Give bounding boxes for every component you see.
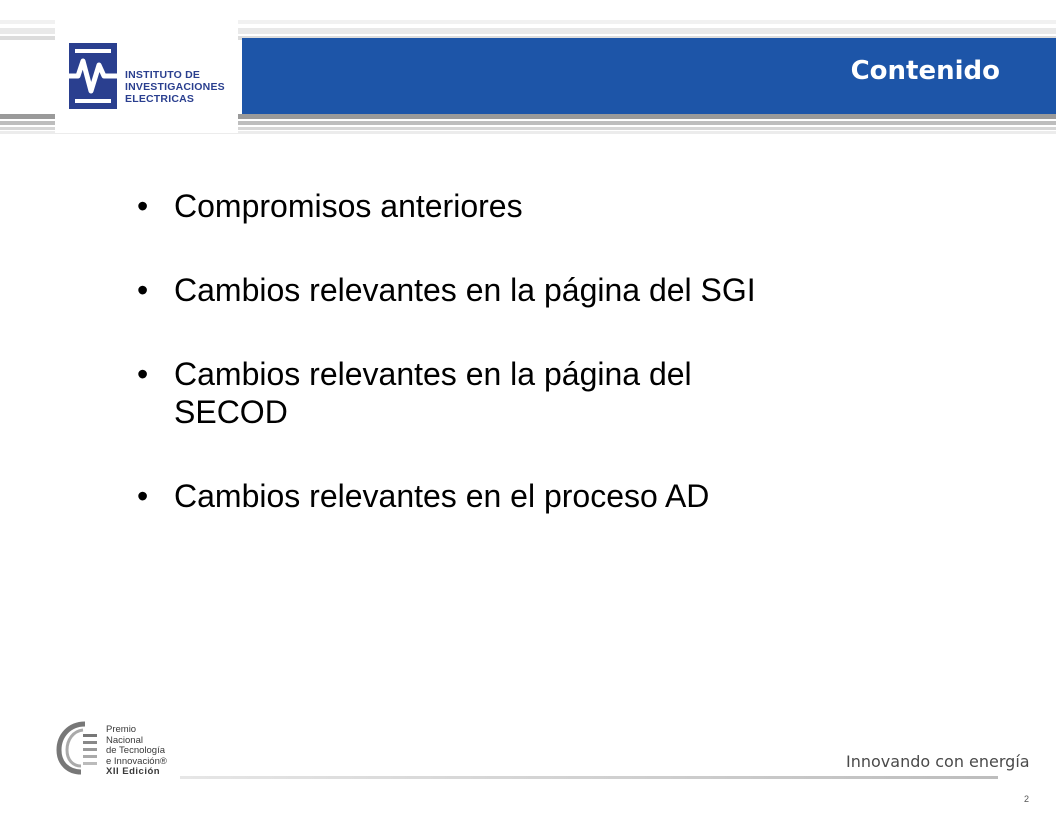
bullet-item bbox=[134, 187, 874, 225]
content-bullet-list bbox=[134, 187, 874, 561]
bullet-item bbox=[134, 271, 874, 309]
award-text bbox=[106, 725, 167, 778]
award-line: Premio bbox=[106, 724, 137, 735]
bullet-item bbox=[134, 477, 874, 515]
footer-tagline: Innovando con energía bbox=[846, 752, 1030, 771]
award-line: de Tecnología bbox=[106, 745, 165, 756]
bullet-dot-icon: • bbox=[137, 188, 149, 224]
institute-name bbox=[125, 69, 237, 105]
bullet-text: Cambios relevantes en el proceso AD bbox=[174, 478, 710, 514]
footer-divider bbox=[180, 776, 998, 779]
bullet-text: Cambios relevantes en la página del SGI bbox=[174, 272, 756, 308]
institute-name-line: INVESTIGACIONES bbox=[125, 81, 225, 93]
institute-logo-mark bbox=[69, 43, 117, 109]
bullet-text: Cambios relevantes en la página del SECOD bbox=[174, 356, 692, 430]
page-number: 2 bbox=[1024, 794, 1030, 804]
award-edition: XII Edición bbox=[106, 766, 161, 777]
bullet-text: Compromisos anteriores bbox=[174, 188, 523, 224]
institute-name-line: INSTITUTO DE bbox=[125, 69, 201, 81]
bullet-item bbox=[134, 355, 874, 431]
bullet-dot-icon: • bbox=[137, 478, 149, 514]
award-line: e Innovación® bbox=[106, 755, 167, 767]
institute-logo bbox=[55, 18, 238, 133]
bullet-dot-icon: • bbox=[137, 272, 149, 308]
award-line: Nacional bbox=[106, 734, 143, 746]
institute-name-line: ELECTRICAS bbox=[125, 93, 195, 105]
bullet-dot-icon: • bbox=[137, 356, 149, 392]
slide-title: Contenido bbox=[850, 56, 1000, 86]
award-emblem-icon bbox=[55, 716, 105, 776]
